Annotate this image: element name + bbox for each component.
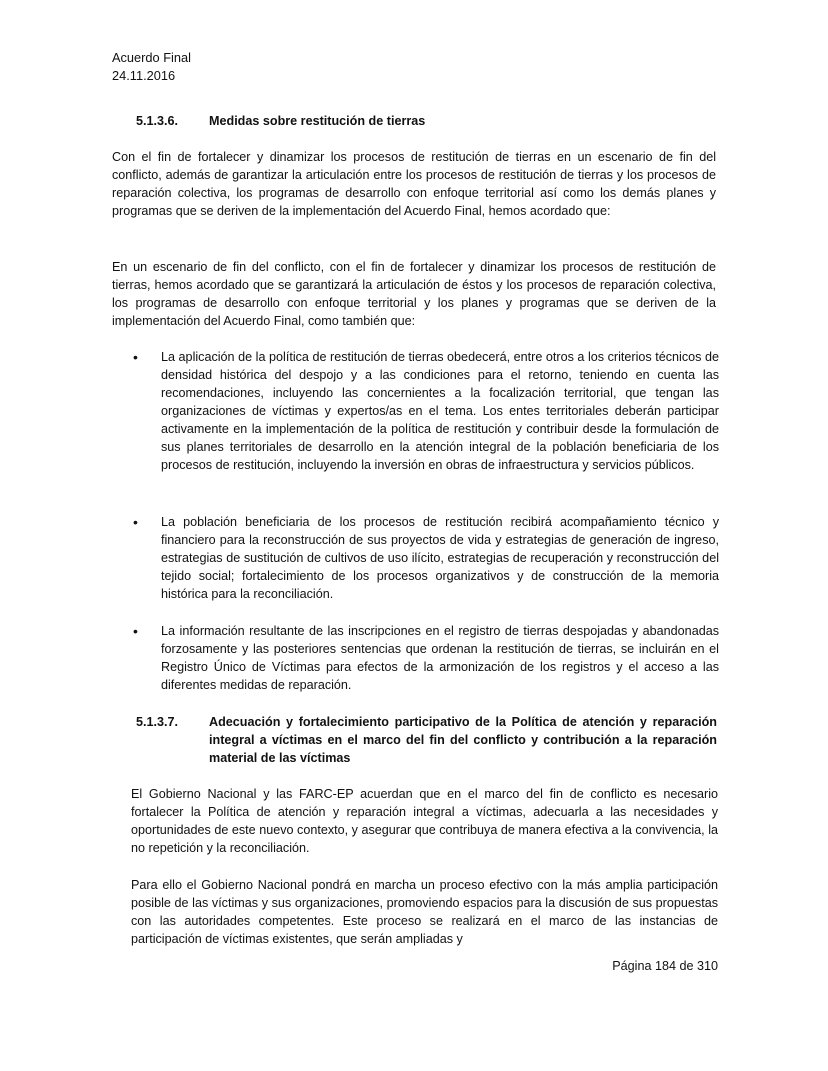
bullet-icon: • (133, 623, 138, 639)
section-heading-5137 (136, 713, 717, 767)
bullet-icon: • (133, 349, 138, 365)
bullet-text: La población beneficiaria de los procesos de restitución recibirá acompañamiento técnico y financiero para la reconstrucción de sus proyectos de vida y estrategias de generación de ingreso, estrategias de sustitución de cultivos de uso ilícito, estrategias de recuperación y reconstrucción del tejido social; fortalecimiento de los procesos organizativos y de construcción de la memoria histórica para la reconciliación. (161, 515, 719, 601)
bullet-item (133, 348, 719, 474)
document-header (112, 49, 191, 85)
section-number: 5.1.3.6. (136, 114, 179, 128)
bullet-text: La aplicación de la política de restitución de tierras obedecerá, entre otros a los criterios técnicos de densidad histórica del despojo y a las condiciones para el retorno, teniendo en cuenta las recomendaciones, incluyendo las concernientes a la focalización territorial, que tengan las organizaciones de víctimas y expertos/as en el tema. Los entes territoriales deberán participar activamente en la implementación de la política de restitución y contribuir desde la formulación de sus planes territoriales de desarrollo en la atención integral de la población beneficiaria de los procesos de restitución, incluyendo la inversión en obras de infraestructura y servicios públicos. (161, 350, 719, 472)
section-title: Medidas sobre restitución de tierras (209, 114, 426, 128)
bullet-icon: • (133, 514, 138, 530)
document-title: Acuerdo Final (112, 50, 191, 65)
paragraph: En un escenario de fin del conflicto, con el fin de fortalecer y dinamizar los procesos de restitución de tierras, hemos acordado que se garantizará la articulación de éstos y los procesos de reparación colectiva, los programas de desarrollo con enfoque territorial y los planes y programas que se deriven de la implementación del Acuerdo Final, como también que: (112, 260, 716, 328)
section-title: Adecuación y fortalecimiento participativo de la Política de atención y reparación integral a víctimas en el marco del fin del conflicto y contribución a la reparación material de las víctimas (209, 715, 717, 765)
section-number: 5.1.3.7. (136, 715, 179, 729)
bullet-item (133, 622, 719, 694)
page-number: Página 184 de 310 (612, 959, 718, 973)
bullet-item (133, 513, 719, 603)
bullet-text: La información resultante de las inscripciones en el registro de tierras despojadas y abandonadas forzosamente y las posteriores sentencias que ordenan la restitución de tierras, se incluirán en el Registro Único de Víctimas para efectos de la armonización de los registros y el acceso a las diferentes medidas de reparación. (161, 624, 719, 692)
paragraph: Para ello el Gobierno Nacional pondrá en marcha un proceso efectivo con la más amplia participación posible de las víctimas y sus organizaciones, promoviendo espacios para la discusión de sus propuestas con las autoridades competentes. Este proceso se realizará en el marco de las instancias de participación de víctimas existentes, que serán ampliadas y (131, 878, 718, 946)
paragraph: Con el fin de fortalecer y dinamizar los procesos de restitución de tierras en un escenario de fin del conflicto, además de garantizar la articulación entre los procesos de restitución de tierras y los procesos de reparación colectiva, los programas de desarrollo con enfoque territorial así como los demás planes y programas que se deriven de la implementación del Acuerdo Final, hemos acordado que: (112, 150, 716, 218)
section-heading-5136 (136, 112, 717, 130)
document-date: 24.11.2016 (112, 68, 176, 83)
paragraph: El Gobierno Nacional y las FARC-EP acuerdan que en el marco del fin de conflicto es necesario fortalecer la Política de atención y reparación integral a víctimas, adecuarla a las necesidades y oportunidades de este nuevo contexto, y asegurar que contribuya de manera efectiva a la convivencia, la no repetición y la reconciliación. (131, 787, 718, 855)
